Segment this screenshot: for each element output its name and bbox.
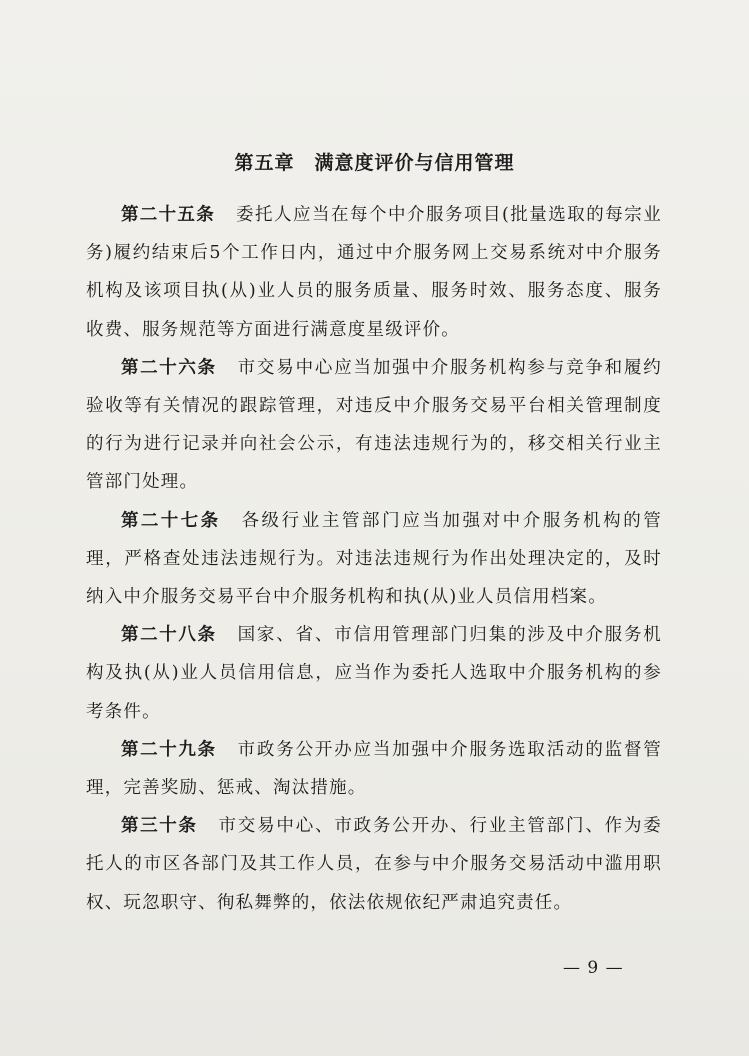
page-number: — 9 — [563, 958, 624, 978]
article-text: 委托人应当在每个中介服务项目(批量选取的每宗业务)履约结束后5个工作日内，通过中介服务网上交易系统对中介服务机构及该项目执(从)业人员的服务质量、服务时效、服务态度、服务收费、服务规范等方面进行满意度星级评价。 [86, 205, 662, 340]
article-number: 第二十七条 [121, 510, 221, 531]
document-body [86, 196, 662, 922]
article-text: 市政务公开办应当加强中介服务选取活动的监督管理，完善奖励、惩戒、淘汰措施。 [86, 739, 663, 799]
article-number: 第二十八条 [121, 625, 217, 646]
article-text: 国家、省、市信用管理部门归集的涉及中介服务机构及执(从)业人员信用信息，应当作为委托人选取中介服务机构的参考条件。 [86, 625, 663, 722]
article-number: 第二十五条 [121, 205, 215, 225]
article-27 [86, 502, 662, 617]
article-28 [86, 616, 662, 731]
article-30 [86, 807, 662, 922]
article-text: 各级行业主管部门应当加强对中介服务机构的管理，严格查处违法违规行为。对违法违规行为作出处理决定的，及时纳入中介服务交易平台中介服务机构和执(从)业人员信用档案。 [86, 510, 663, 608]
article-number: 第三十条 [121, 816, 198, 837]
article-26 [86, 349, 662, 502]
article-text: 市交易中心应当加强中介服务机构参与竞争和履约验收等有关情况的跟踪管理，对违反中介服务交易平台相关管理制度的行为进行记录并向社会公示，有违法违规行为的，移交相关行业主管部门处理。 [86, 357, 663, 493]
article-25 [86, 196, 662, 349]
article-number: 第二十六条 [121, 357, 217, 378]
chapter-title: 第五章 满意度评价与信用管理 [234, 152, 515, 174]
article-text: 市交易中心、市政务公开办、行业主管部门、作为委托人的市区各部门及其工作人员，在参与中介服务交易活动中滥用职权、玩忽职守、徇私舞弊的，依法依规依纪严肃追究责任。 [86, 816, 662, 913]
article-29 [86, 731, 662, 807]
article-number: 第二十九条 [121, 739, 217, 760]
